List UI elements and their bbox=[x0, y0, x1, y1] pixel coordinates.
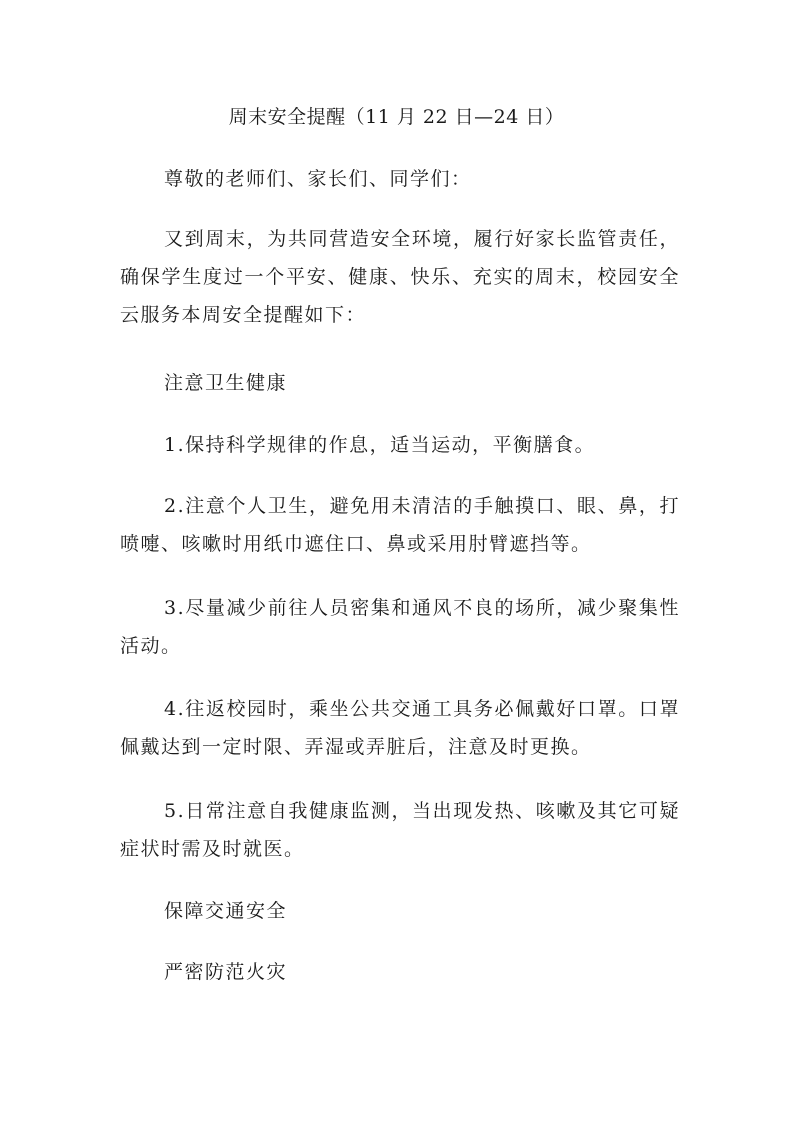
list-item: 4.往返校园时，乘坐公共交通工具务必佩戴好口罩。口罩佩戴达到一定时限、弄湿或弄脏后，注意及时更换。 bbox=[120, 698, 680, 758]
section-heading-fire: 严密防范火灾 bbox=[164, 961, 288, 983]
list-item: 3.尽量减少前往人员密集和通风不良的场所，减少聚集性活动。 bbox=[120, 597, 680, 657]
document-title: 周末安全提醒（11 月 22 日—24 日） bbox=[228, 106, 565, 128]
list-item: 1.保持科学规律的作息，适当运动，平衡膳食。 bbox=[164, 434, 596, 456]
section-heading-health: 注意卫生健康 bbox=[164, 372, 288, 394]
list-item: 2.注意个人卫生，避免用未清洁的手触摸口、眼、鼻，打喷嚏、咳嗽时用纸巾遮住口、鼻或采用肘臂遮挡等。 bbox=[120, 495, 680, 555]
intro-paragraph: 又到周末，为共同营造安全环境，履行好家长监管责任，确保学生度过一个平安、健康、快乐、充实的周末，校园安全云服务本周安全提醒如下： bbox=[120, 228, 680, 326]
section-heading-traffic: 保障交通安全 bbox=[164, 900, 288, 922]
greeting: 尊敬的老师们、家长们、同学们： bbox=[164, 168, 472, 190]
list-item: 5.日常注意自我健康监测，当出现发热、咳嗽及其它可疑症状时需及时就医。 bbox=[120, 800, 680, 860]
